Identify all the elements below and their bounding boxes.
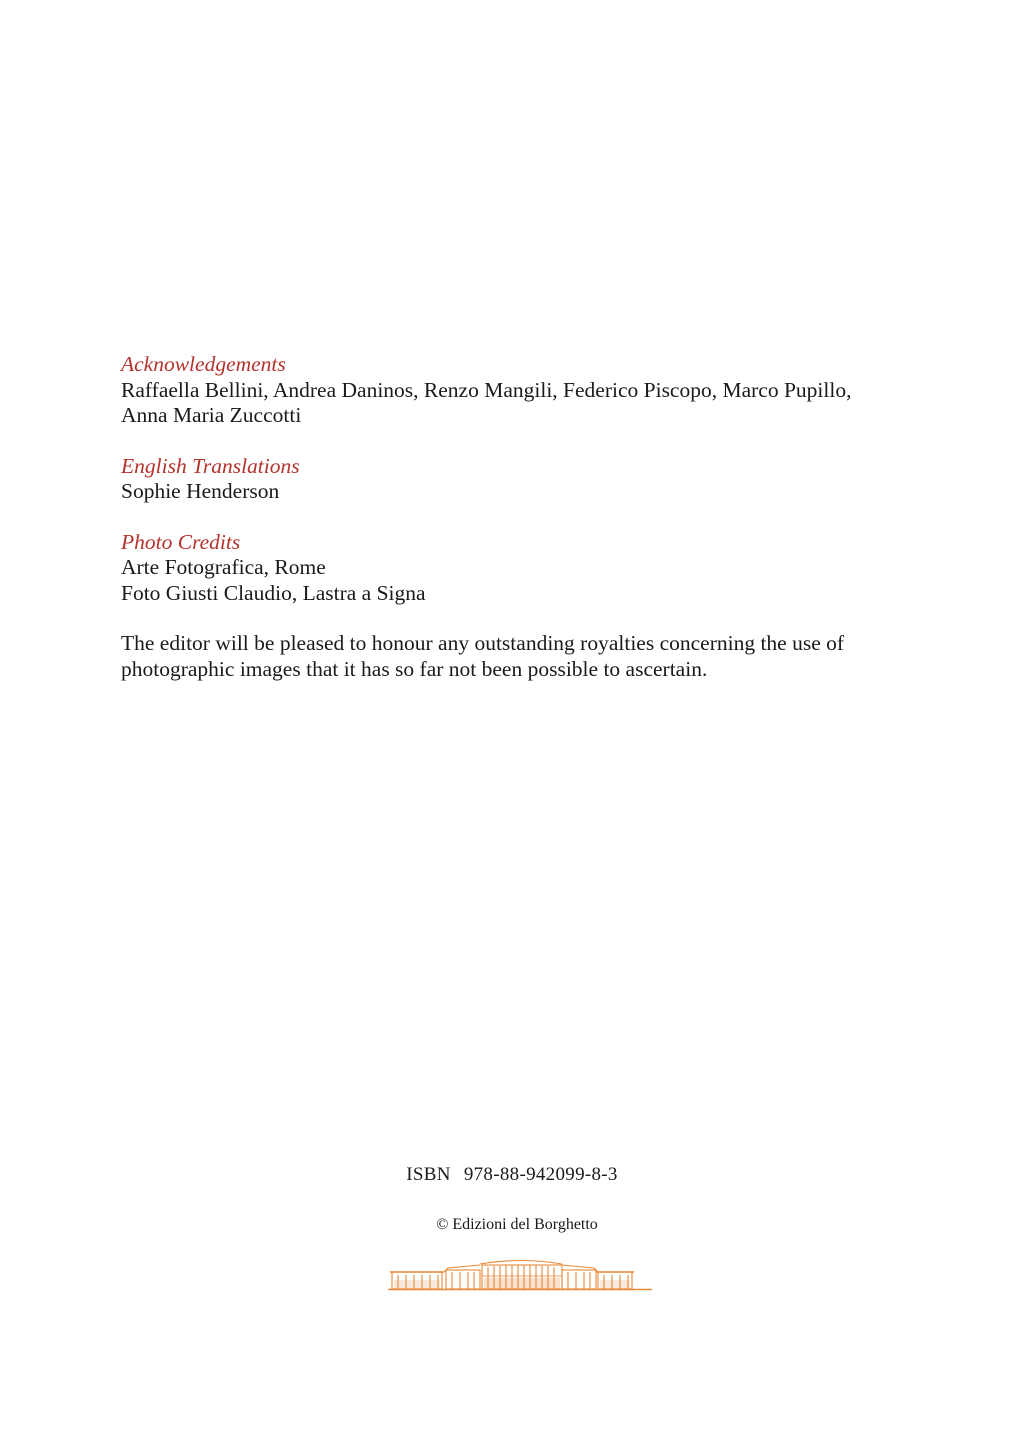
translations-heading: English Translations <box>121 453 300 478</box>
photo-credits-section <box>121 530 906 607</box>
notice-line: The editor will be pleased to honour any outstanding royalties concerning the use of <box>121 631 845 655</box>
notice-line: photographic images that it has so far not been possible to ascertain. <box>121 656 708 681</box>
acknowledgements-heading: Acknowledgements <box>121 352 286 376</box>
translator-name: Sophie Henderson <box>121 479 280 503</box>
royalties-notice <box>121 631 906 682</box>
isbn-number: 978-88-942099-8-3 <box>463 1164 618 1185</box>
copyright-notice: © Edizioni del Borghetto <box>436 1216 598 1233</box>
photo-credits-heading: Photo Credits <box>121 529 241 554</box>
acknowledgements-section <box>121 352 906 429</box>
translations-section <box>121 454 906 505</box>
acknowledgements-line: Raffaella Bellini, Andrea Daninos, Renzo Mangili, Federico Piscopo, Marco Pupillo, <box>121 377 852 402</box>
isbn-label: ISBN <box>406 1164 451 1185</box>
photo-credit-line: Foto Giusti Claudio, Lastra a Signa <box>121 580 426 605</box>
isbn <box>0 1164 1024 1186</box>
publisher-logo-icon <box>388 1258 654 1292</box>
photo-credit-line: Arte Fotografica, Rome <box>121 555 326 579</box>
acknowledgements-line: Anna Maria Zuccotti <box>121 403 302 427</box>
credits-block <box>121 352 906 707</box>
